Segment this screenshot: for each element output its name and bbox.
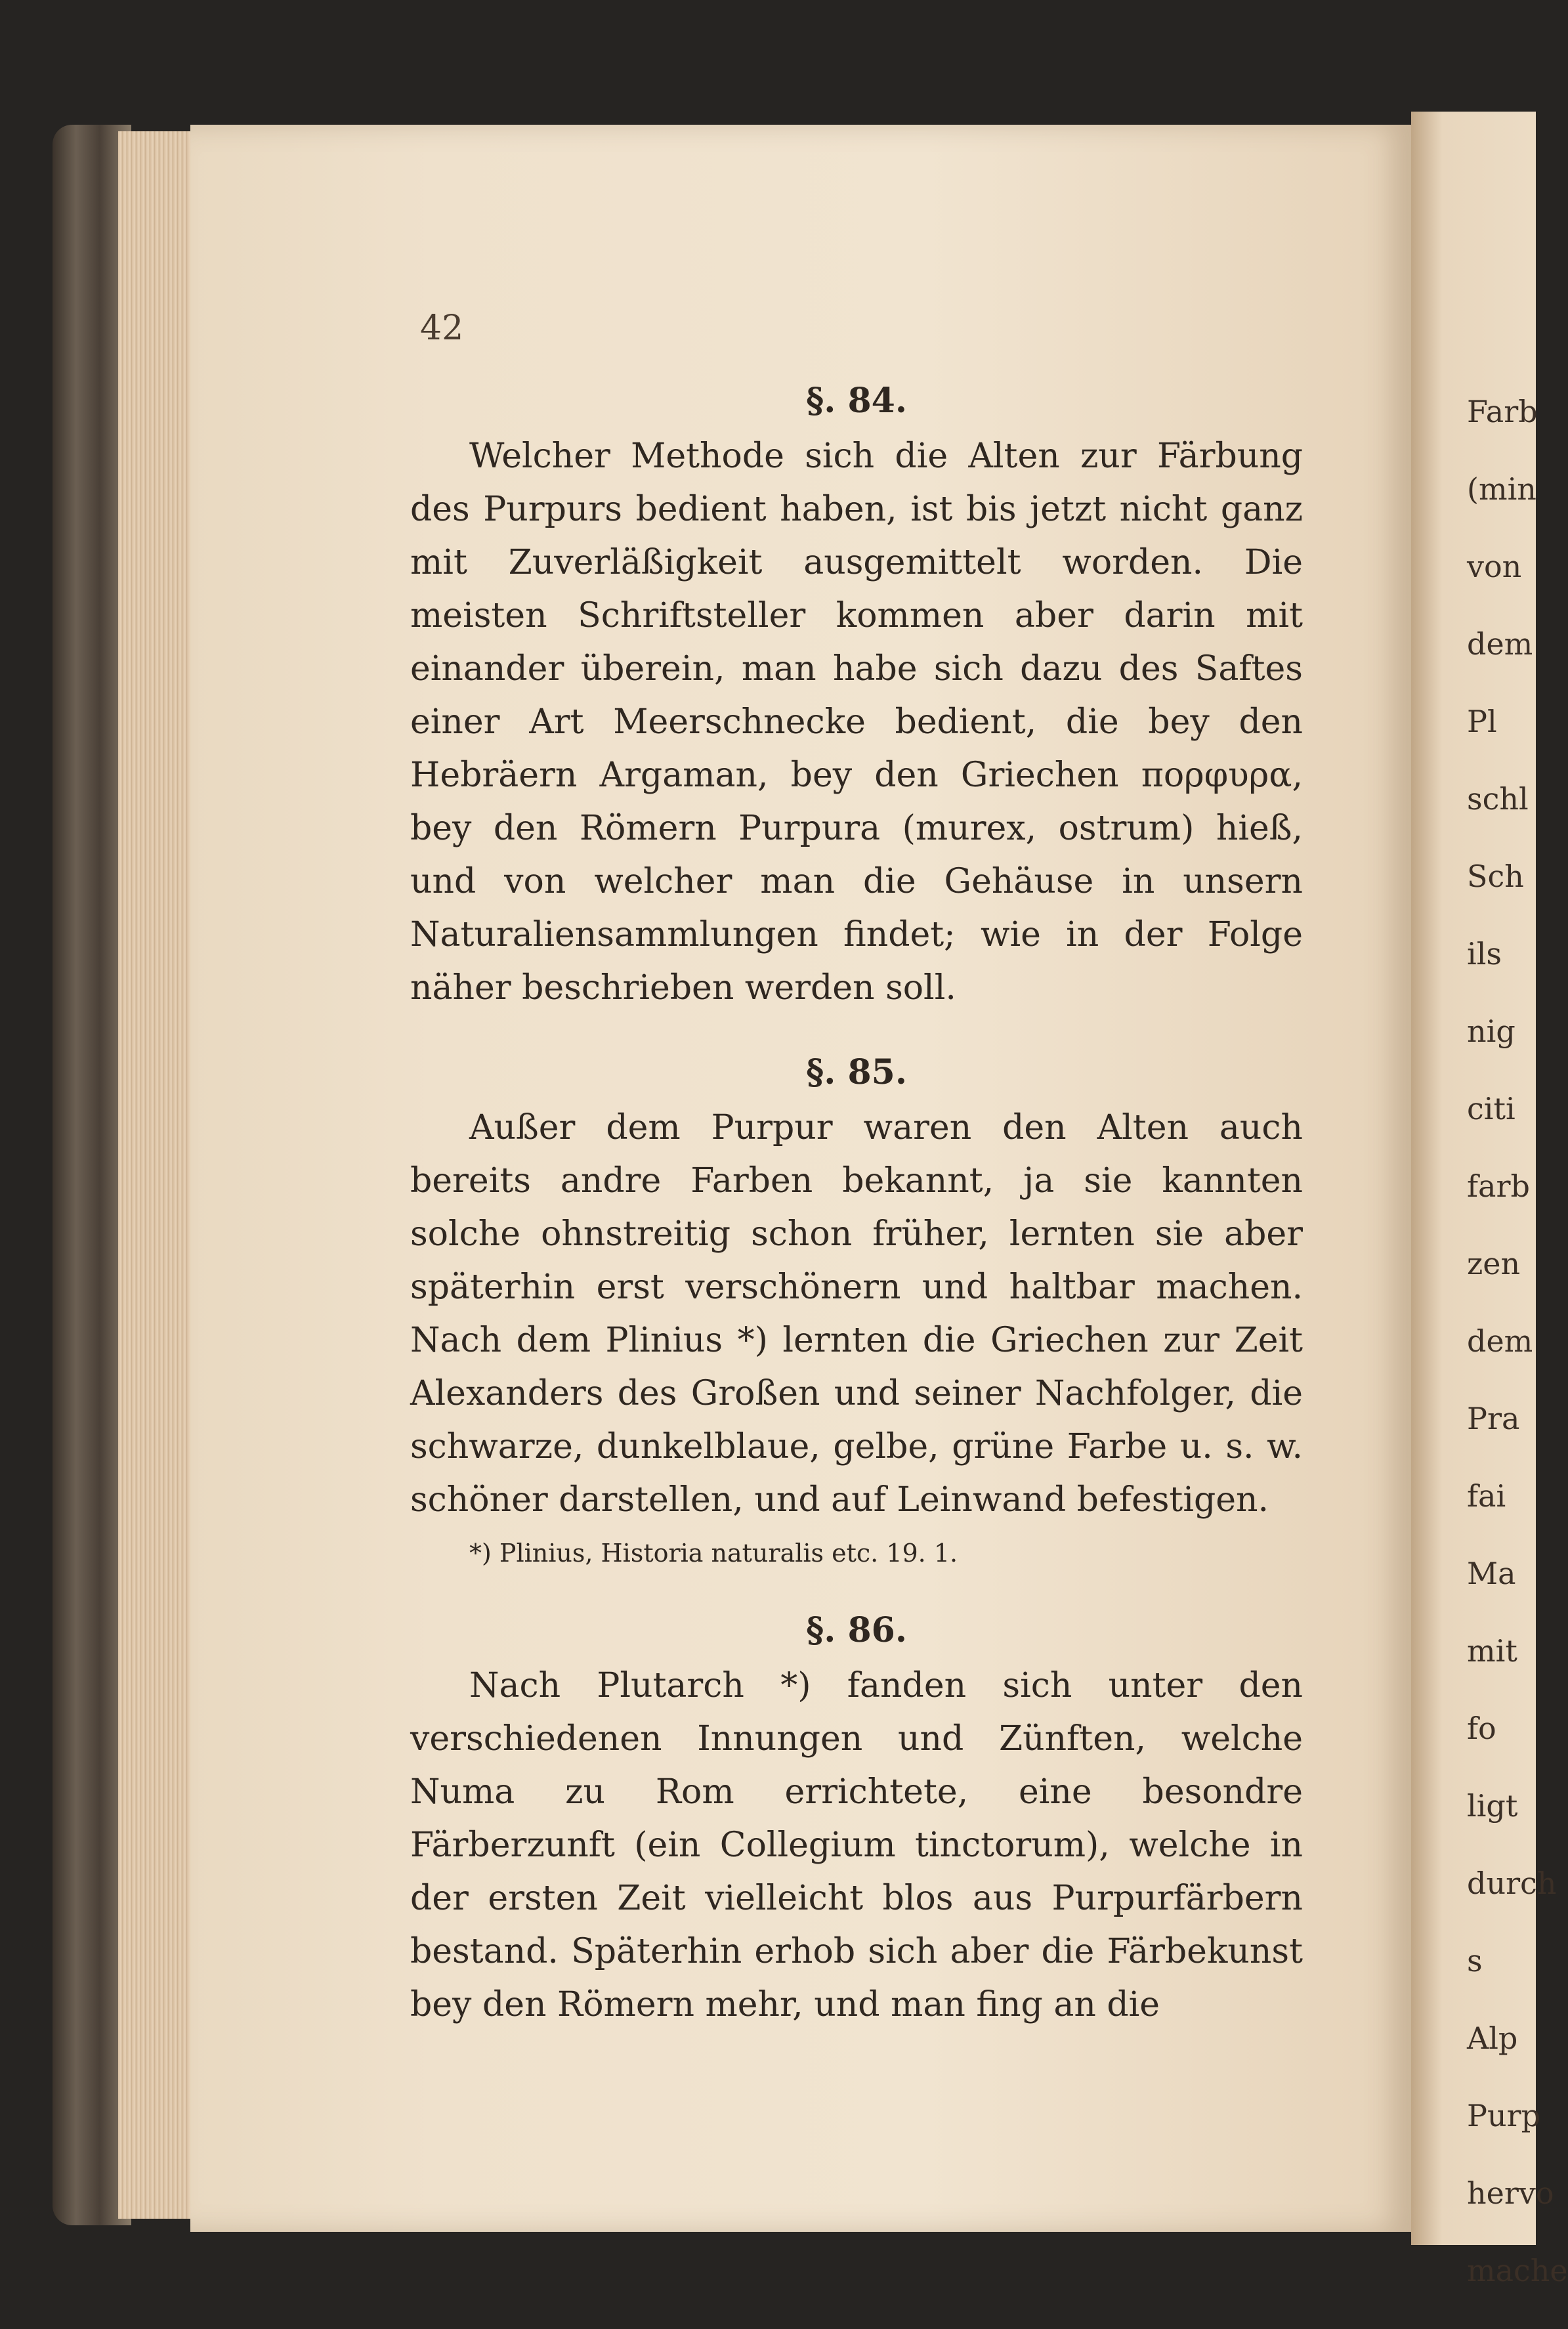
section-text-86: Nach Plutarch *) fanden sich unter den verschiedenen Innungen und Zünften, welche Numa zu Rom errichtete, eine besondre Färberzunft (ein Collegium tinctorum), welche in der ersten Zeit vielleicht blos aus Purpurfärbern bestand. Späterhin erhob sich aber die Färbekunst bey den Römern mehr, und man fing an die [410,1666,1303,2024]
next-page-fragment: dem [1467,1323,1533,1359]
next-page-fragment: fai [1467,1478,1506,1514]
next-page-fragment: zen [1467,1246,1521,1281]
next-page-fragment: citi [1467,1091,1515,1126]
section-text-84: Welcher Methode sich die Alten zur Färbung des Purpurs bedient haben, ist bis jetzt nicht ganz mit Zuverläßigkeit ausgemittelt worden. Die meisten Schriftsteller kommen aber darin mit einander überein, man habe sich dazu des Saftes einer Art Meerschnecke bedient, die bey den Hebräern Argaman, bey den Griechen πορφυρα, bey den Römern Purpura (murex, ostrum) hieß, und von welcher man die Gehäuse in unsern Naturaliensammlungen findet; wie in der Folge näher beschrieben werden soll. [410,437,1303,1008]
next-page-fragment: dem [1467,626,1533,662]
section-heading-86: §. 86. [806,1610,907,1650]
next-page-fragment: Ma [1467,1556,1516,1591]
next-page-fragment: Sch [1467,859,1524,894]
next-page-fragment: von [1467,549,1522,584]
next-page-fragment: ils [1467,936,1502,972]
next-page-fragment: durch [1467,1866,1557,1901]
page-number: 42 [420,309,464,348]
page-content [410,381,1303,2032]
next-page-fragment: Pra [1467,1401,1520,1436]
next-page-edge [1411,112,1568,2288]
section-text-85: Außer dem Purpur waren den Alten auch bereits andre Farben bekannt, ja sie kannten solche ohnstreitig schon früher, lernten sie aber späterhin erst verschönern und haltbar machen. Nach dem Plinius *) lernten die Griechen zur Zeit Alexanders des Großen und seiner Nachfolger, die schwarze, dunkelblaue, gelbe, grüne Farbe u. s. w. schöner darstellen, und auf Leinwand befestigen. [410,1108,1303,1520]
next-page-fragment: Farb [1467,394,1538,429]
section-heading-84: §. 84. [806,381,907,421]
next-page-fragment: s [1467,1943,1483,1978]
next-page-fragment: nig [1467,1014,1515,1049]
section-heading-85: §. 85. [806,1052,907,1092]
next-page-fragment: mache [1467,2253,1568,2288]
next-page-fragment: ligt [1467,1788,1518,1824]
footnote-plinius: *) Plinius, Historia naturalis etc. 19. 1. [469,1539,958,1568]
next-page-fragment: Purp [1467,2098,1541,2133]
next-page-fragment: mit [1467,1633,1517,1669]
next-page-fragment: schl [1467,781,1529,817]
next-page-fragment: fo [1467,1711,1496,1746]
next-page-fragment: Pl [1467,704,1497,739]
next-page-fragment: (min [1467,471,1536,507]
next-page-fragment: farb [1467,1168,1530,1204]
next-page-fragment: hervo [1467,2175,1554,2211]
next-page-fragment: Alp [1467,2020,1518,2056]
